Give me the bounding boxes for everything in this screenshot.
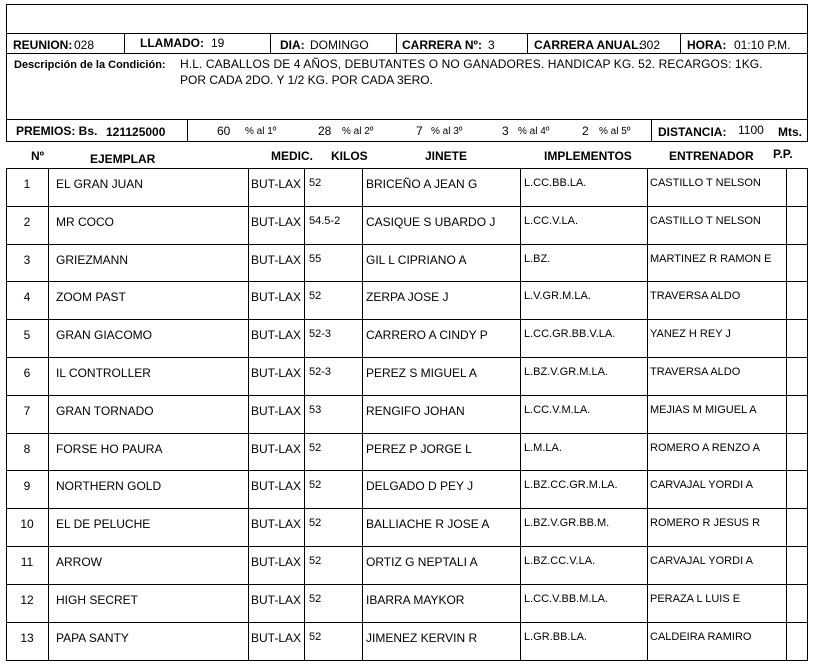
cell-entrenador: ROMERO R JESUS R — [650, 517, 761, 529]
cell-medic: BUT-LAX — [251, 479, 302, 493]
prize-2-percent: 28 — [318, 124, 332, 138]
cell-ejemplar: ARROW — [56, 555, 102, 569]
prize-5-label: % al 5º — [599, 126, 631, 137]
cell-jinete: ZERPA JOSE J — [366, 290, 449, 304]
cell-num: 11 — [20, 555, 34, 569]
table-row-divider — [6, 584, 808, 585]
cell-kilos: 52 — [309, 517, 322, 529]
cell-implementos: L.CC.BB.LA. — [524, 177, 587, 189]
prize-1-percent: 60 — [217, 124, 231, 138]
cell-num: 5 — [23, 328, 31, 342]
cell-jinete: DELGADO D PEY J — [366, 479, 474, 493]
table-row-divider — [6, 470, 808, 471]
carrera-value: 3 — [488, 38, 495, 52]
cell-implementos: L.M.LA. — [524, 442, 562, 454]
cell-ejemplar: IL CONTROLLER — [56, 366, 151, 380]
cell-medic: BUT-LAX — [251, 631, 302, 645]
prize-5-percent: 2 — [582, 124, 589, 138]
cell-kilos: 52 — [309, 631, 322, 643]
col-header-entrenador: ENTRENADOR — [669, 149, 754, 163]
cell-jinete: CARRERO A CINDY P — [366, 328, 488, 342]
cell-jinete: RENGIFO JOHAN — [366, 404, 465, 418]
cell-kilos: 52 — [309, 593, 322, 605]
llamado-label: LLAMADO: — [140, 36, 204, 50]
cell-medic: BUT-LAX — [251, 215, 302, 229]
prize-4-label: % al 4º — [518, 126, 550, 137]
cell-entrenador: ROMERO A RENZO A — [650, 442, 761, 454]
table-row-divider — [6, 433, 808, 434]
table-row-divider — [6, 357, 808, 358]
cell-ejemplar: MR COCO — [56, 215, 114, 229]
cell-entrenador: CARVAJAL YORDI A — [650, 479, 753, 491]
cell-ejemplar: HIGH SECRET — [56, 593, 139, 607]
cell-jinete: BALLIACHE R JOSE A — [366, 517, 490, 531]
cell-medic: BUT-LAX — [251, 177, 302, 191]
carrera-anual-value: 302 — [640, 38, 661, 52]
cell-implementos: L.BZ.V.GR.BB.M. — [524, 517, 610, 529]
cell-implementos: L.CC.GR.BB.V.LA. — [524, 328, 616, 340]
condition-line-1: H.L. CABALLOS DE 4 AÑOS, DEBUTANTES O NO GANADORES. HANDICAP KG. 52. RECARGOS: 1KG. — [180, 57, 763, 71]
prizes-amount: 121125000 — [106, 125, 166, 139]
cell-kilos: 55 — [309, 253, 322, 265]
prize-4-percent: 3 — [502, 124, 509, 138]
cell-kilos: 52-3 — [309, 366, 332, 378]
cell-ejemplar: GRAN TORNADO — [56, 404, 154, 418]
cell-num: 3 — [23, 253, 31, 267]
reunion-label: REUNION: — [13, 38, 73, 52]
cell-entrenador: TRAVERSA ALDO — [650, 290, 741, 302]
dia-value: DOMINGO — [310, 38, 369, 52]
cell-jinete: GIL L CIPRIANO A — [366, 253, 467, 267]
prize-3-percent: 7 — [416, 124, 423, 138]
carrera-label: CARRERA Nº: — [402, 38, 482, 52]
distance-label: DISTANCIA: — [658, 125, 727, 139]
cell-ejemplar: ZOOM PAST — [56, 290, 126, 304]
col-header-num: Nº — [31, 149, 45, 163]
cell-ejemplar: EL DE PELUCHE — [56, 517, 151, 531]
table-row-divider — [6, 395, 808, 396]
cell-num: 6 — [23, 366, 31, 380]
cell-ejemplar: NORTHERN GOLD — [56, 479, 162, 493]
carrera-anual-label: CARRERA ANUAL: — [534, 38, 643, 52]
distance-value: 1100 — [738, 123, 764, 137]
prizes-label: PREMIOS: Bs. — [16, 124, 98, 138]
distance-unit: Mts. — [778, 125, 802, 139]
cell-num: 2 — [23, 215, 31, 229]
cell-medic: BUT-LAX — [251, 290, 302, 304]
cell-jinete: JIMENEZ KERVIN R — [366, 631, 478, 645]
hora-label: HORA: — [687, 38, 727, 52]
cell-num: 8 — [23, 442, 31, 456]
table-column-divider — [647, 168, 648, 661]
cell-kilos: 52 — [309, 290, 322, 302]
table-column-divider — [362, 168, 363, 661]
dia-label: DIA: — [280, 38, 305, 52]
cell-entrenador: CASTILLO T NELSON — [650, 215, 761, 227]
cell-implementos: L.CC.V.LA. — [524, 215, 579, 227]
cell-jinete: PEREZ P JORGE L — [366, 442, 472, 456]
col-header-medic: MEDIC. — [271, 149, 313, 163]
cell-num: 7 — [23, 404, 31, 418]
condition-label: Descripción de la Condición: — [14, 59, 166, 71]
cell-implementos: L.GR.BB.LA. — [524, 631, 587, 643]
prize-2-label: % al 2º — [342, 126, 374, 137]
cell-num: 13 — [20, 631, 34, 645]
cell-implementos: L.BZ. — [524, 253, 551, 265]
table-column-divider — [304, 168, 305, 661]
table-column-divider — [248, 168, 249, 661]
cell-implementos: L.CC.V.M.LA. — [524, 404, 591, 416]
cell-kilos: 52 — [309, 479, 322, 491]
cell-implementos: L.BZ.CC.GR.M.LA. — [524, 479, 618, 491]
cell-implementos: L.V.GR.M.LA. — [524, 290, 591, 302]
cell-num: 12 — [20, 593, 34, 607]
cell-ejemplar: FORSE HO PAURA — [56, 442, 163, 456]
table-row-divider — [6, 546, 808, 547]
prize-1-label: % al 1º — [245, 126, 277, 137]
cell-entrenador: CARVAJAL YORDI A — [650, 555, 753, 567]
cell-kilos: 52 — [309, 177, 322, 189]
cell-implementos: L.BZ.V.GR.M.LA. — [524, 366, 608, 378]
cell-jinete: BRICEÑO A JEAN G — [366, 177, 478, 191]
cell-medic: BUT-LAX — [251, 442, 302, 456]
cell-num: 9 — [23, 479, 31, 493]
table-row-divider — [6, 206, 808, 207]
cell-kilos: 52-3 — [309, 328, 332, 340]
cell-kilos: 52 — [309, 555, 322, 567]
cell-ejemplar: PAPA SANTY — [56, 631, 129, 645]
cell-medic: BUT-LAX — [251, 366, 302, 380]
cell-entrenador: MEJIAS M MIGUEL A — [650, 404, 757, 416]
cell-medic: BUT-LAX — [251, 328, 302, 342]
col-header-pp: P.P. — [773, 147, 793, 161]
table-column-divider — [786, 168, 787, 661]
llamado-value: 19 — [211, 36, 225, 50]
cell-entrenador: PERAZA L LUIS E — [650, 593, 741, 605]
cell-num: 10 — [20, 517, 34, 531]
table-column-divider — [48, 168, 49, 661]
cell-entrenador: CASTILLO T NELSON — [650, 177, 761, 189]
cell-num: 4 — [23, 290, 31, 304]
table-row-divider — [6, 319, 808, 320]
cell-ejemplar: EL GRAN JUAN — [56, 177, 143, 191]
table-row-divider — [6, 622, 808, 623]
cell-medic: BUT-LAX — [251, 517, 302, 531]
reunion-value: 028 — [74, 38, 95, 52]
prize-3-label: % al 3º — [431, 126, 463, 137]
cell-entrenador: YANEZ H REY J — [650, 328, 731, 340]
table-row-divider — [6, 281, 808, 282]
cell-entrenador: MARTINEZ R RAMON E — [650, 253, 772, 265]
cell-jinete: PEREZ S MIGUEL A — [366, 366, 477, 380]
cell-implementos: L.CC.V.BB.M.LA. — [524, 593, 608, 605]
cell-jinete: ORTIZ G NEPTALI A — [366, 555, 478, 569]
cell-ejemplar: GRAN GIACOMO — [56, 328, 153, 342]
cell-ejemplar: GRIEZMANN — [56, 253, 128, 267]
table-column-divider — [520, 168, 521, 661]
cell-kilos: 54.5-2 — [309, 215, 341, 227]
cell-entrenador: CALDEIRA RAMIRO — [650, 631, 752, 643]
cell-entrenador: TRAVERSA ALDO — [650, 366, 741, 378]
cell-medic: BUT-LAX — [251, 555, 302, 569]
col-header-jinete: JINETE — [425, 149, 468, 163]
hora-value: 01:10 P.M. — [734, 38, 791, 52]
col-header-implementos: IMPLEMENTOS — [544, 149, 632, 163]
col-header-ejemplar: EJEMPLAR — [90, 152, 156, 166]
cell-jinete: IBARRA MAYKOR — [366, 593, 465, 607]
condition-line-2: POR CADA 2DO. Y 1/2 KG. POR CADA 3ERO. — [180, 73, 433, 87]
cell-medic: BUT-LAX — [251, 593, 302, 607]
cell-kilos: 52 — [309, 442, 322, 454]
table-row-divider — [6, 508, 808, 509]
cell-medic: BUT-LAX — [251, 404, 302, 418]
col-header-kilos: KILOS — [331, 149, 368, 163]
cell-num: 1 — [23, 177, 31, 191]
cell-kilos: 53 — [309, 404, 322, 416]
cell-medic: BUT-LAX — [251, 253, 302, 267]
cell-implementos: L.BZ.CC.V.LA. — [524, 555, 596, 567]
cell-jinete: CASIQUE S UBARDO J — [366, 215, 496, 229]
table-row-divider — [6, 244, 808, 245]
